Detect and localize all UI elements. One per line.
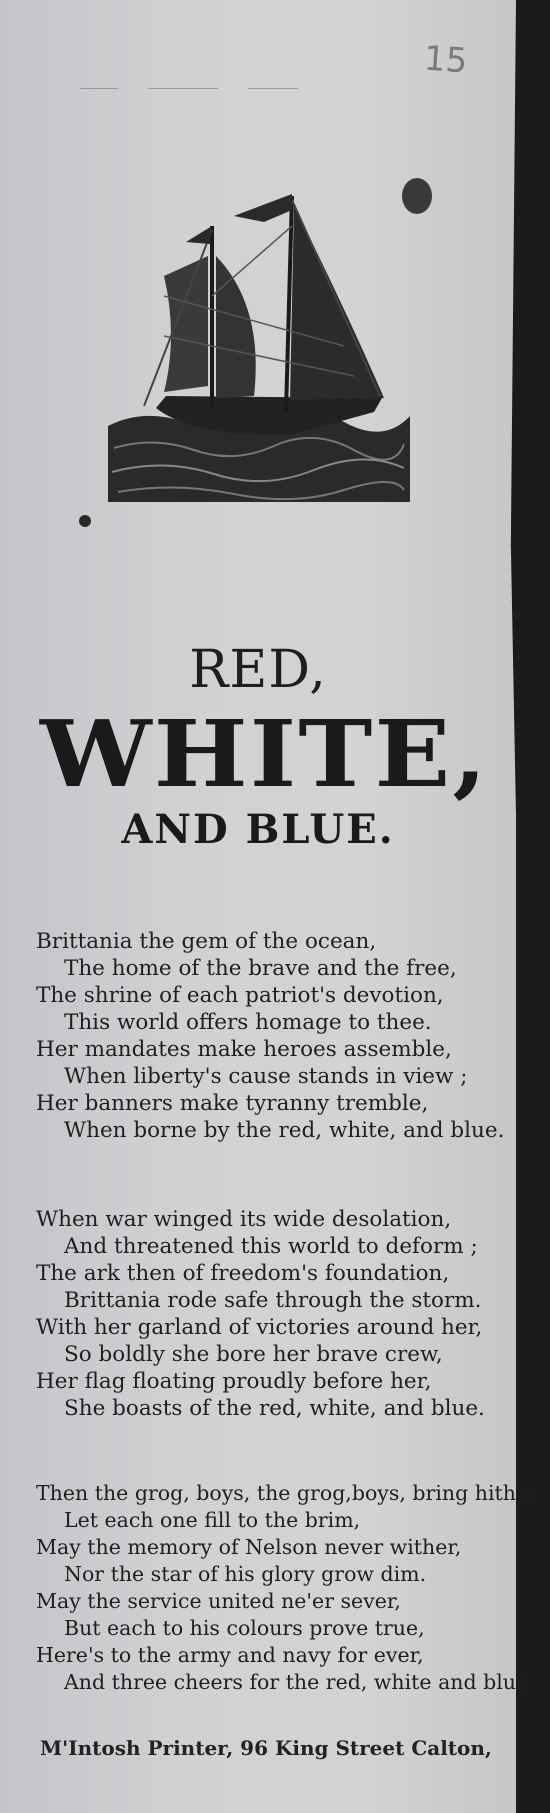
verse-line: The shrine of each patriot's devotion,: [36, 983, 444, 1008]
faint-rule: [248, 88, 298, 89]
title-and-blue: AND BLUE.: [121, 806, 395, 853]
verse-line: May the memory of Nelson never wither,: [36, 1535, 462, 1559]
faint-rule: [148, 88, 218, 89]
verse-2: [36, 1206, 516, 1422]
verse-line: With her garland of victories around her,: [36, 1315, 483, 1340]
pencil-page-number: 15: [422, 38, 469, 82]
verse-line: The home of the brave and the free,: [64, 956, 457, 981]
verse-3: [36, 1480, 538, 1696]
verse-line: And threatened this world to deform ;: [64, 1234, 478, 1259]
verse-line: Nor the star of his glory grow dim.: [64, 1562, 427, 1586]
verse-line: She boasts of the red, white, and blue.: [64, 1396, 485, 1421]
verse-line: So boldly she bore her brave crew,: [64, 1342, 443, 1367]
verse-line: When borne by the red, white, and blue.: [64, 1118, 505, 1143]
verse-line: This world offers homage to thee.: [64, 1010, 432, 1035]
ink-dot: [79, 515, 91, 527]
verse-line: But each to his colours prove true,: [64, 1616, 425, 1640]
verse-line: Her banners make tyranny tremble,: [36, 1091, 429, 1116]
verse-line: When war winged its wide desolation,: [36, 1207, 452, 1232]
verse-line: May the service united ne'er sever,: [36, 1589, 401, 1613]
printer-imprint: M'Intosh Printer, 96 King Street Calton,: [40, 1736, 492, 1760]
verse-line: Her flag floating proudly before her,: [36, 1369, 432, 1394]
verse-line: The ark then of freedom's foundation,: [36, 1261, 450, 1286]
title-red: RED,: [189, 640, 327, 700]
faint-rule: [80, 88, 118, 89]
verse-line: Here's to the army and navy for ever,: [36, 1643, 424, 1667]
verse-1: [36, 928, 516, 1144]
verse-line: Brittania the gem of the ocean,: [36, 929, 377, 954]
title-white: WHITE,: [40, 700, 490, 808]
verse-line: Let each one fill to the brim,: [64, 1508, 361, 1532]
verse-line: Then the grog, boys, the grog,boys, bring hither: [36, 1481, 538, 1505]
verse-line: When liberty's cause stands in view ;: [64, 1064, 468, 1089]
verse-line: Her mandates make heroes assemble,: [36, 1037, 452, 1062]
verse-line: And three cheers for the red, white and blue.: [64, 1670, 535, 1694]
verse-line: Brittania rode safe through the storm.: [64, 1288, 482, 1313]
sailing-ship-woodcut: [104, 186, 414, 506]
